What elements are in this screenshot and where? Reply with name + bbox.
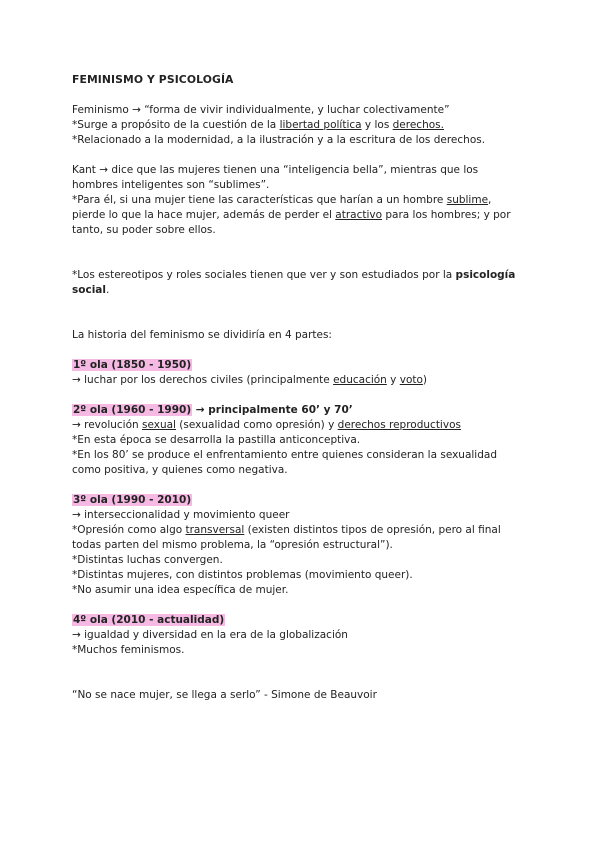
wave-3-line-6: *No asumir una idea específica de mujer. xyxy=(72,584,289,596)
kant-line-2: hombres inteligentes son “sublimes”. xyxy=(72,179,270,191)
stereotypes-line-1: *Los estereotipos y roles sociales tienen que ver y son estudiados por la psicología xyxy=(72,269,516,281)
wave-3-heading xyxy=(72,493,532,508)
bold-term: psicología xyxy=(455,269,516,281)
kant-line-4: pierde lo que la hace mujer, además de perder el atractivo para los hombres; y por xyxy=(72,209,511,221)
document-title: FEMINISMO Y PSICOLOGÍA xyxy=(72,73,234,86)
wave-1-line-1: → luchar por los derechos civiles (principalmente educación y voto) xyxy=(72,374,428,386)
wave-4-line-2: *Muchos feminismos. xyxy=(72,644,185,656)
bold-term: social xyxy=(72,284,106,296)
wave-3-line-5: *Distintas mujeres, con distintos problemas (movimiento queer). xyxy=(72,569,413,581)
highlighted-heading: 4º ola (2010 - actualidad) xyxy=(73,614,225,626)
wave-2-line-2: *En esta época se desarrolla la pastilla anticonceptiva. xyxy=(72,434,361,446)
wave-2-line-1: → revolución sexual (sexualidad como opresión) y derechos reproductivos xyxy=(72,419,461,431)
underlined-term: transversal xyxy=(185,524,245,536)
wave-3-line-3: todas parten del mismo problema, la “opresión estructural”). xyxy=(72,539,393,551)
intro-definition: Feminismo → “forma de vivir individualmente, y luchar colectivamente” xyxy=(72,104,450,116)
kant-line-1: Kant → dice que las mujeres tienen una “inteligencia bella”, mientras que los xyxy=(72,164,479,176)
underlined-term: atractivo xyxy=(335,209,383,221)
intro-origin: *Surge a propósito de la cuestión de la libertad política y los derechos. xyxy=(72,119,444,131)
closing-quote: “No se nace mujer, se llega a serlo” - Simone de Beauvoir xyxy=(72,689,377,701)
underlined-term: sublime xyxy=(446,194,489,206)
document-page xyxy=(72,72,532,703)
wave-2-line-3: *En los 80’ se produce el enfrentamiento entre quienes consideran la sexualidad xyxy=(72,449,497,461)
wave-4-line-1: → igualdad y diversidad en la era de la globalización xyxy=(72,629,348,641)
wave-1-heading xyxy=(72,358,532,373)
kant-line-5: tanto, su poder sobre ellos. xyxy=(72,224,216,236)
stereotypes-line-2: social. xyxy=(72,284,110,296)
wave-3-line-2: *Opresión como algo transversal (existen distintos tipos de opresión, pero al final xyxy=(72,524,501,536)
wave-2-line-4: como positiva, y quienes como negativa. xyxy=(72,464,288,476)
wave-4-heading xyxy=(72,613,532,628)
wave-3-line-1: → interseccionalidad y movimiento queer xyxy=(72,509,290,521)
underlined-term: libertad política xyxy=(279,119,362,131)
kant-line-3: *Para él, si una mujer tiene las características que harían a un hombre sublime, xyxy=(72,194,492,206)
underlined-term: derechos. xyxy=(392,119,444,131)
highlighted-heading: 1º ola (1850 - 1950) xyxy=(73,359,192,371)
underlined-term: derechos reproductivos xyxy=(337,419,461,431)
wave-3-line-4: *Distintas luchas convergen. xyxy=(72,554,223,566)
wave-2-heading: 2º ola (1960 - 1990) → principalmente 60’ y 70’ xyxy=(73,404,353,416)
underlined-term: sexual xyxy=(142,419,176,431)
highlighted-heading: 2º ola (1960 - 1990) xyxy=(73,404,192,416)
underlined-term: voto xyxy=(399,374,423,386)
underlined-term: educación xyxy=(333,374,387,386)
history-intro: La historia del feminismo se dividiría en 4 partes: xyxy=(72,329,332,341)
intro-relation: *Relacionado a la modernidad, a la ilustración y a la escritura de los derechos. xyxy=(72,134,486,146)
highlighted-heading: 3º ola (1990 - 2010) xyxy=(73,494,192,506)
